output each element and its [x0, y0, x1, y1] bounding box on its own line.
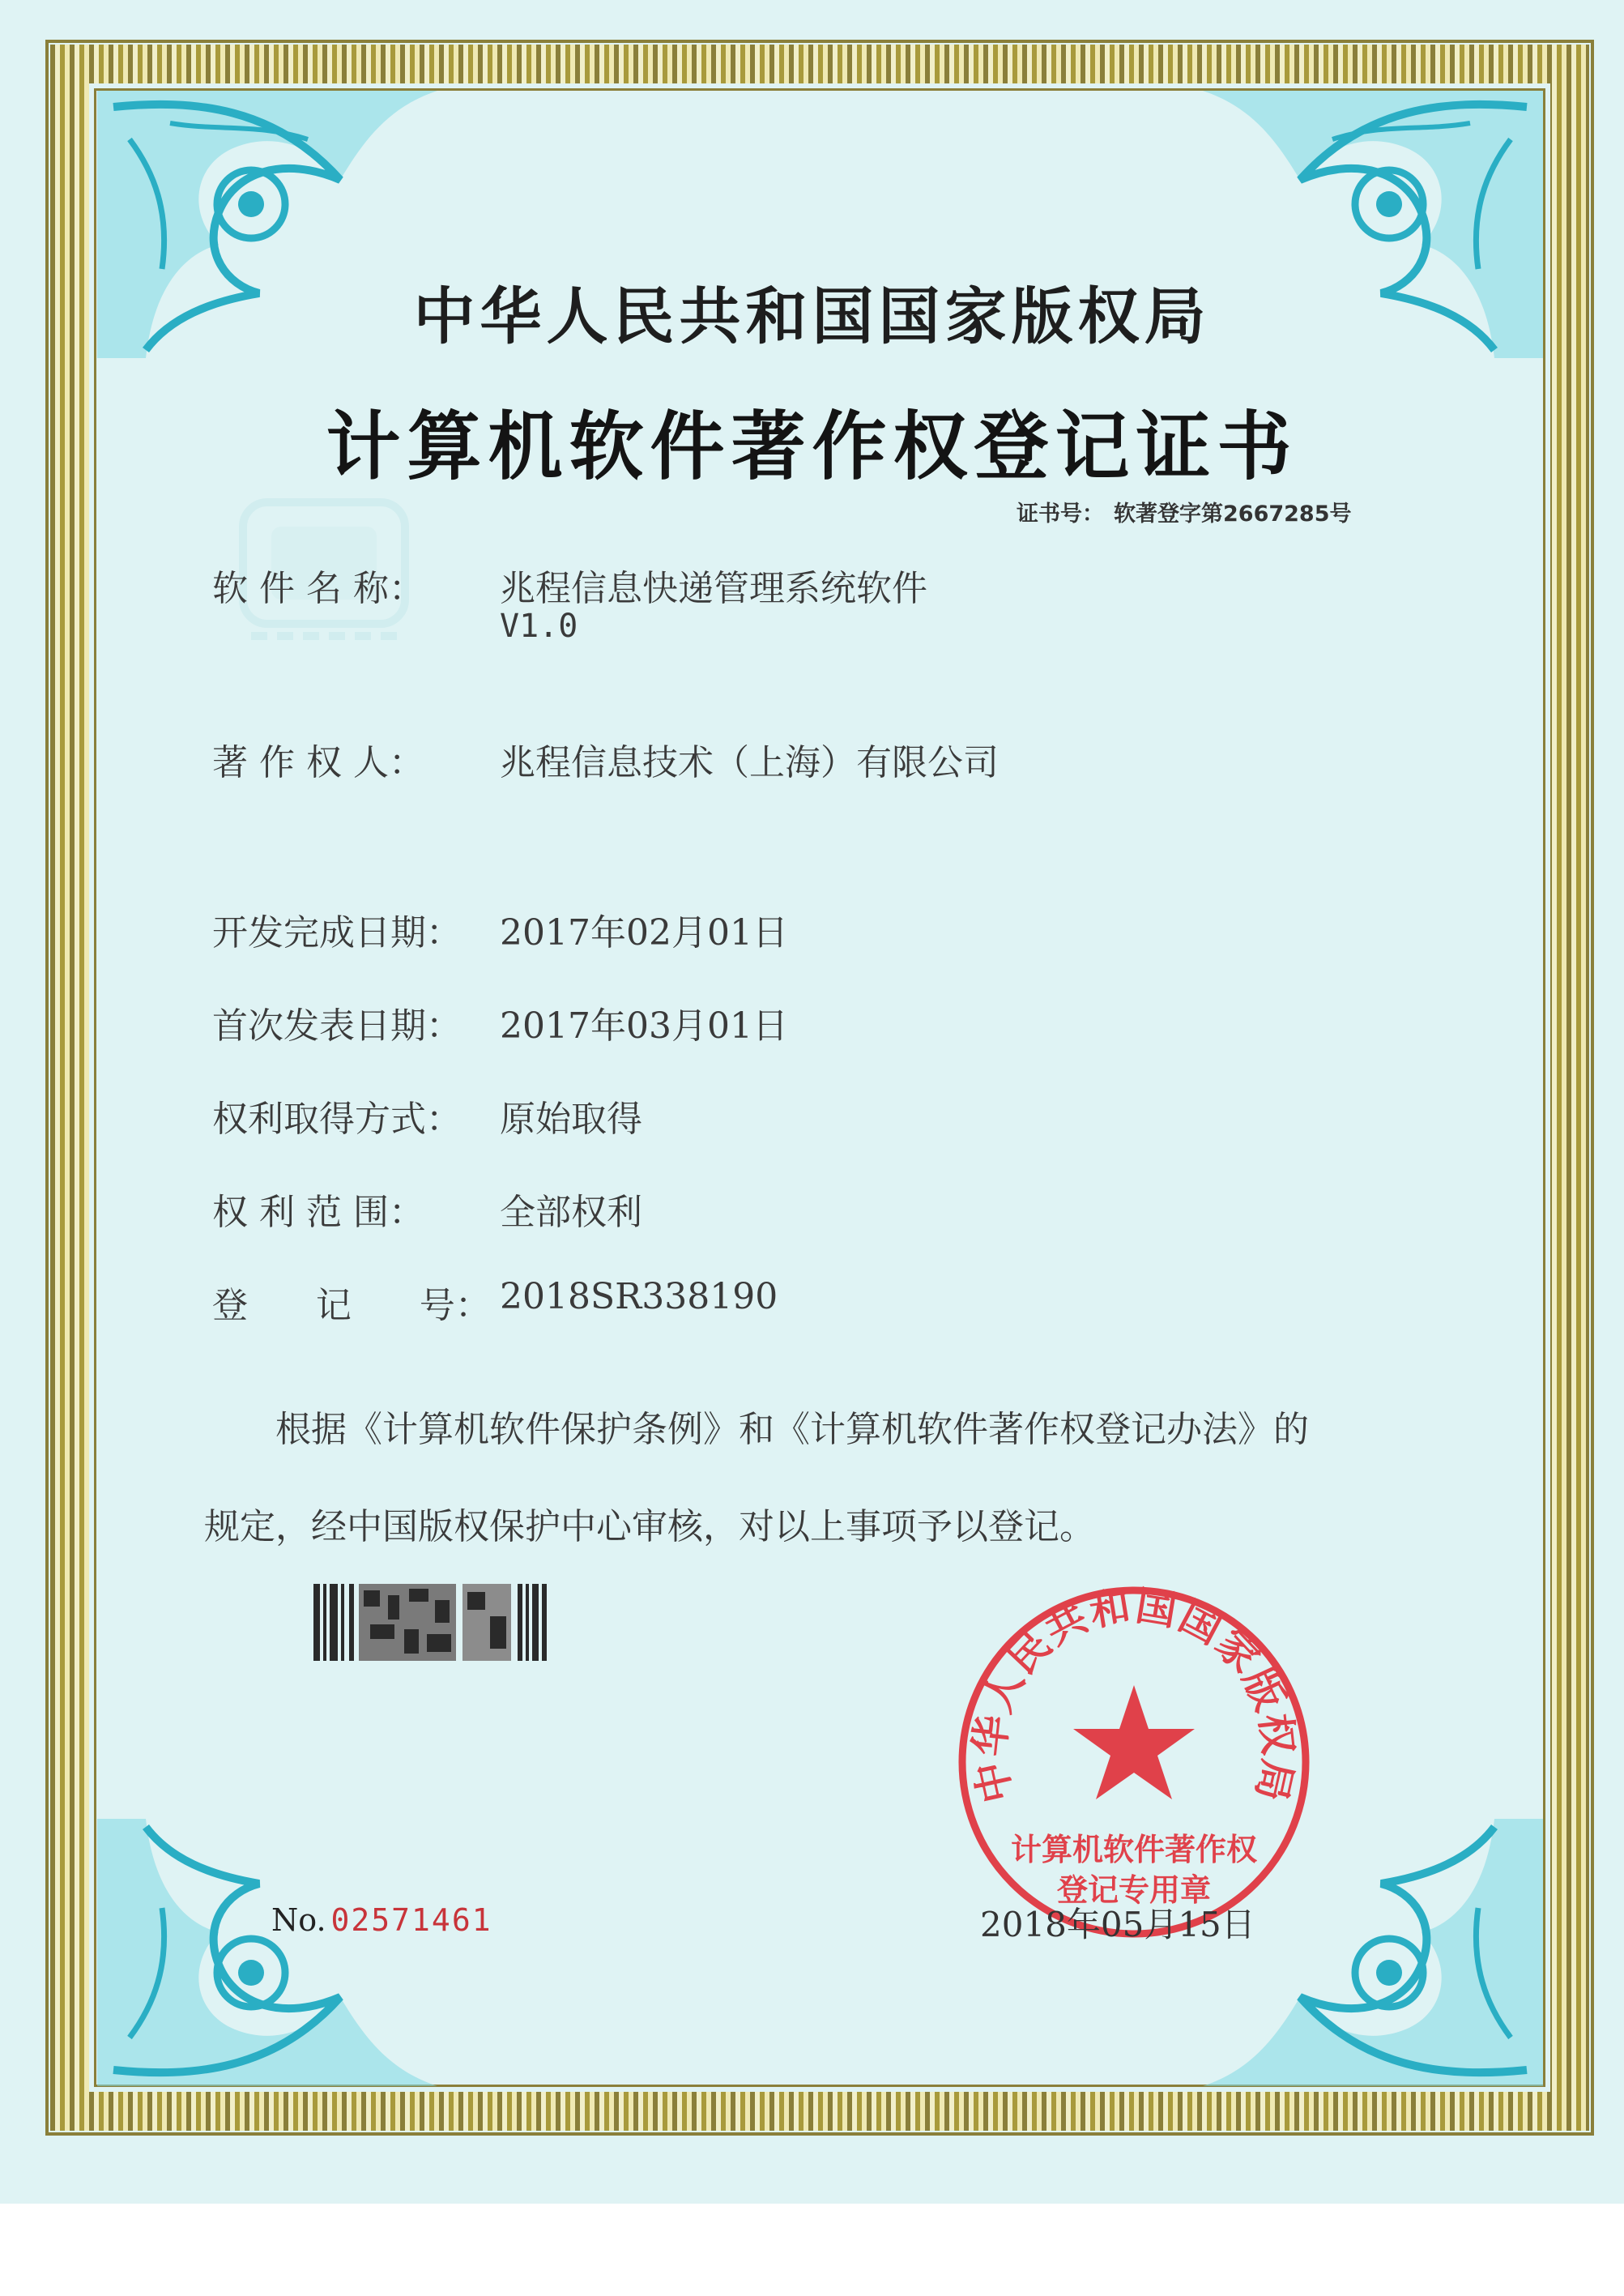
scan-margin — [0, 2204, 1624, 2296]
field-label: 权 利 范 围： — [212, 1192, 424, 1233]
software-version-value: V1.0 — [500, 608, 578, 645]
rights-acquisition-value: 原始取得 — [500, 1099, 642, 1140]
issuing-authority: 中华人民共和国国家版权局 — [413, 280, 1211, 352]
first-publication-date-value: 2017年03月01日 — [500, 1005, 788, 1047]
official-seal — [952, 1580, 1316, 1944]
serial-prefix: No. — [271, 1902, 326, 1938]
serial-number — [271, 1902, 492, 1938]
dev-completion-date-value: 2017年02月01日 — [500, 912, 788, 954]
certificate-number-label: 证书号： — [1017, 501, 1104, 527]
rights-scope-value: 全部权利 — [500, 1192, 642, 1233]
seal-ring-text: 中华人民共和国国家版权局 — [965, 1581, 1302, 1807]
seal-line-2: 登记专用章 — [1056, 1872, 1211, 1908]
barcode — [313, 1584, 548, 1661]
statement-line-2: 规定，经中国版权保护中心审核，对以上事项予以登记。 — [204, 1506, 1095, 1547]
field-label: 权利取得方式： — [212, 1099, 462, 1140]
copyright-owner-value: 兆程信息技术（上海）有限公司 — [500, 742, 999, 783]
seal-star-icon — [1073, 1685, 1195, 1799]
field-label: 登 记 号： — [212, 1285, 491, 1326]
corner-ornament-bottom-left — [97, 1819, 437, 2086]
field-label: 软 件 名 称： — [212, 568, 424, 609]
statement-line-1: 根据《计算机软件保护条例》和《计算机软件著作权登记办法》的 — [275, 1409, 1309, 1450]
field-label: 首次发表日期： — [212, 1005, 462, 1047]
software-name-value: 兆程信息快递管理系统软件 — [500, 568, 927, 609]
certificate-number — [1017, 496, 1352, 527]
certificate-number-value: 软著登字第2667285号 — [1114, 501, 1352, 527]
field-label: 著 作 权 人： — [212, 742, 424, 783]
field-label: 开发完成日期： — [212, 912, 462, 954]
registration-number-value: 2018SR338190 — [500, 1276, 778, 1317]
certificate-title: 计算机软件著作权登记证书 — [326, 403, 1298, 490]
serial-number-value: 02571461 — [330, 1902, 492, 1938]
seal-line-1: 计算机软件著作权 — [1010, 1832, 1257, 1867]
issue-date: 2018年05月15日 — [980, 1905, 1255, 1944]
